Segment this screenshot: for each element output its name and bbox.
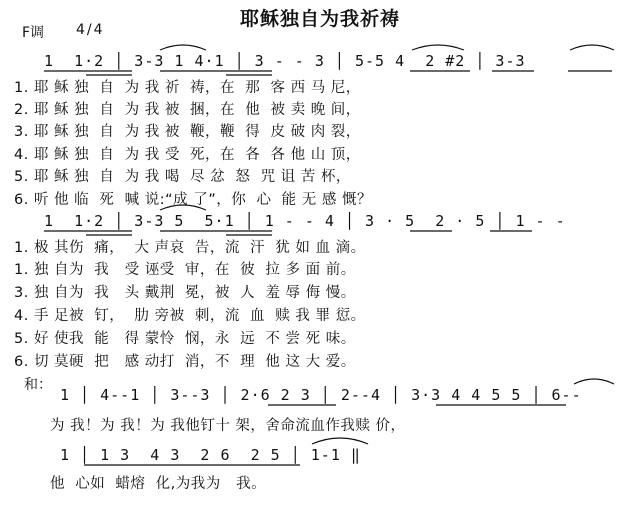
chorus-notes-2: 1 │ 1 3 4 3 2 6 2 5 │ 1-1 ‖	[60, 446, 361, 464]
chorus-notes-1: 1 │ 4--1 │ 3--3 │ 2·6 2 3 │ 2--4 │ 3·3 4 4 5 5 │ 6--	[60, 386, 582, 404]
verse-line: 5. 好 使我 能 得 蒙怜 悯，永 远 不 尝 死 味。	[14, 331, 356, 347]
tie-arc	[570, 45, 614, 50]
system1-notes: 1 1·2 │ 3-3 1 4·1 │ 3 - - 3 │ 5-5 4 2 #2 │ 3-3	[34, 52, 526, 70]
verse-line: 1. 独 自为 我 受 诬受 审，在 彼 拉 多 面 前。	[14, 262, 356, 278]
verse-line: 5. 耶 稣 独 自 为 我 喝 尽 忿 怒 咒 诅 苦 杯，	[14, 169, 351, 185]
verse-line: 3. 独 自为 我 头 戴荆 冕，被 人 羞 辱 侮 慢。	[14, 285, 356, 301]
verse-line: 2. 耶 稣 独 自 为 我 被 捆，在 他 被 卖 晚 间，	[14, 102, 361, 118]
tie-arc	[412, 45, 464, 50]
verse-line: 1. 耶 稣 独 自 为 我 祈 祷，在 那 客 西 马 尼，	[14, 80, 361, 96]
time-signature: 4/4	[76, 22, 105, 38]
verse-line: 4. 手 足被 钉， 肋 旁被 刺，流 血 赎 我 罪 愆。	[14, 308, 366, 324]
song-title: 耶稣独自为我祈祷	[239, 8, 400, 30]
verse-line: 6. 切 莫硬 把 感 动打 消，不 理 他 这 大 爱。	[14, 354, 356, 370]
tie-arc	[160, 45, 206, 50]
verse-line: 6. 听 他 临 死 喊 说:“成 了”，你 心 能 无 感 慨？	[14, 192, 372, 208]
system2-notes: 1 1·2 │ 3-3 5 5·1 │ 1 - - 4 │ 3 · 5 2 · 5 │ 1 - -	[34, 212, 566, 230]
tie-arc	[312, 438, 368, 444]
verse-line: 4. 耶 稣 独 自 为 我 受 死，在 各 各 他 山 顶，	[14, 147, 361, 163]
chorus-lyric-1: 为 我！为 我！为 我他钉十 架，舍命流血作我赎 价，	[50, 418, 406, 434]
chorus-lyric-2: 他 心如 蜡熔 化,为我为 我。	[50, 476, 267, 492]
key-signature: F调	[22, 25, 45, 41]
verse-line: 1. 极 其伤 痛， 大 声哀 告，流 汗 犹 如 血 滴。	[14, 240, 366, 256]
tie-arc	[574, 379, 614, 384]
chorus-label: 和：	[24, 377, 52, 393]
verse-line: 3. 耶 稣 独 自 为 我 被 鞭，鞭 得 皮 破 肉 裂，	[14, 124, 361, 140]
